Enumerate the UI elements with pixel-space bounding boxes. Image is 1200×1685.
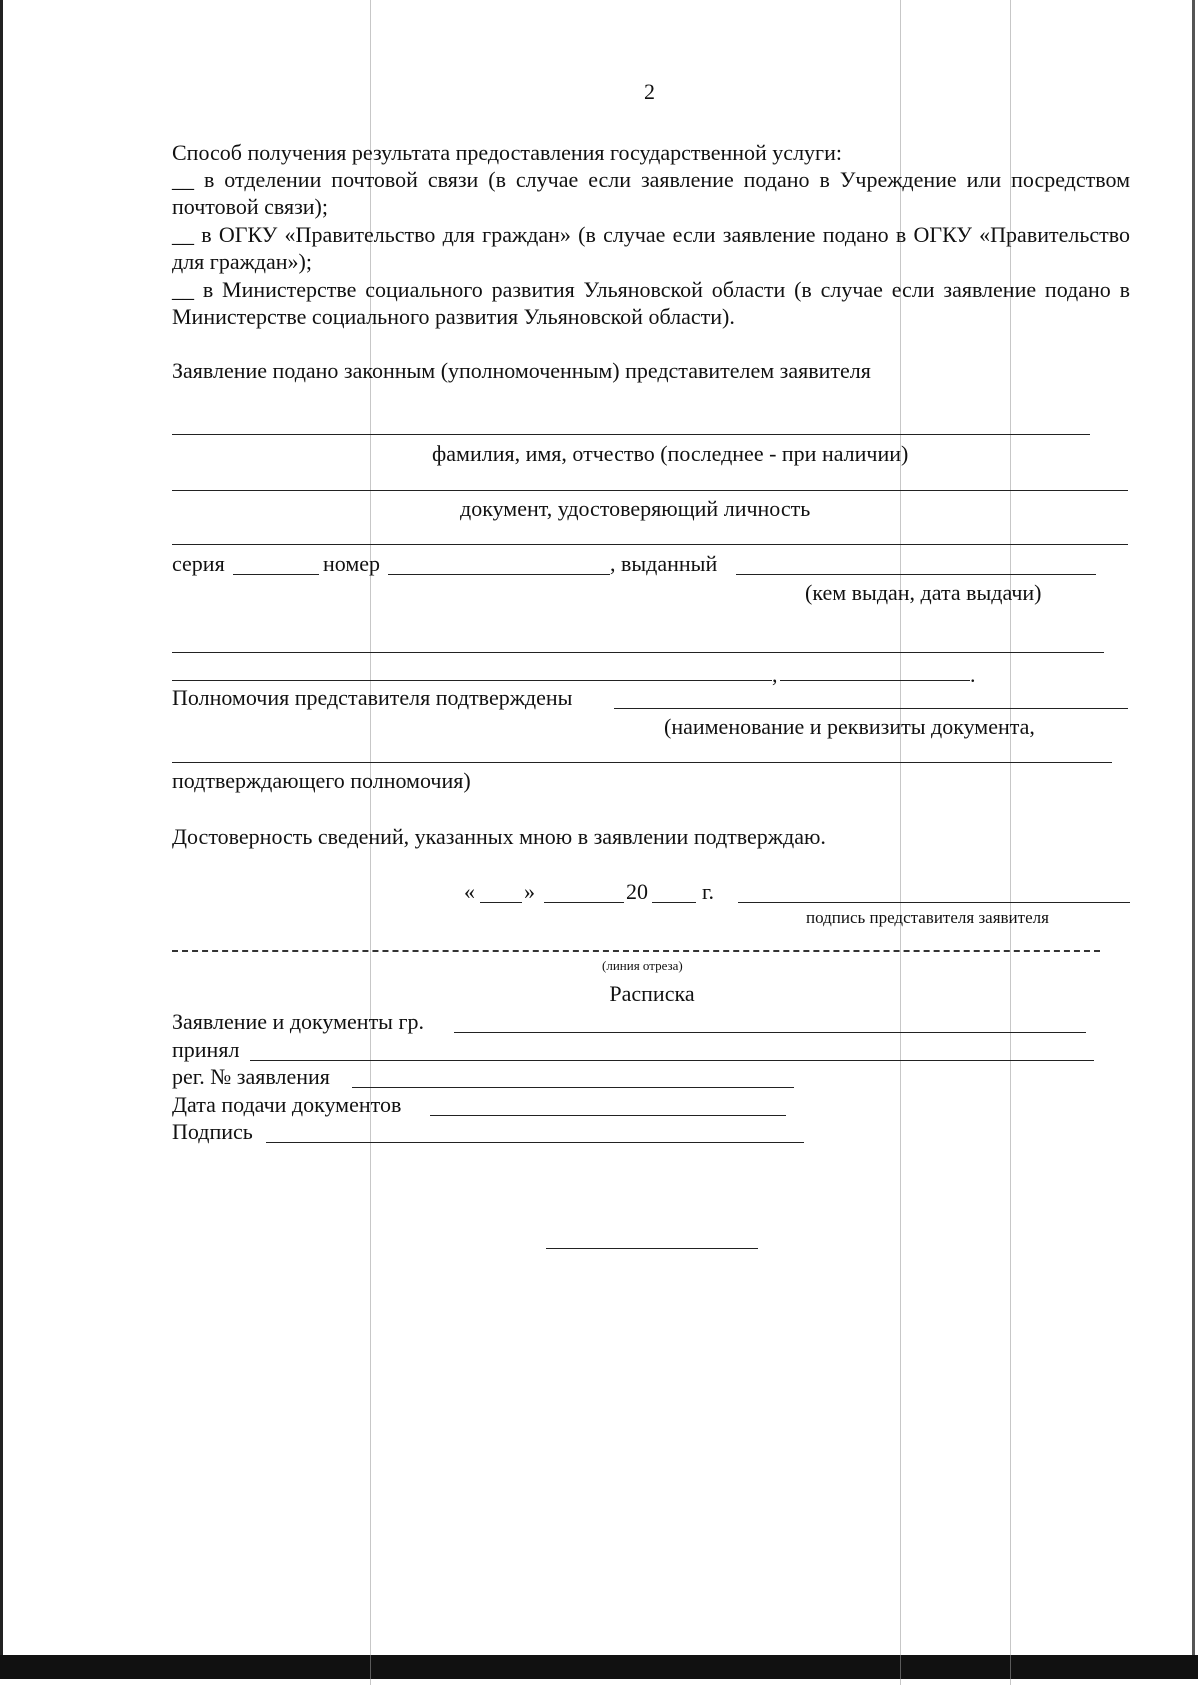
receipt-reg-field-line[interactable]	[352, 1087, 794, 1088]
receipt-signature-field-line[interactable]	[266, 1142, 804, 1143]
issued-caption: (кем выдан, дата выдачи)	[805, 580, 1042, 605]
scan-bottom-border	[0, 1655, 1198, 1679]
receipt-reg-label: рег. № заявления	[172, 1064, 330, 1089]
identity-doc-caption: документ, удостоверяющий личность	[460, 496, 811, 521]
quote-close: »	[524, 879, 535, 904]
issued-extra-line-2[interactable]	[172, 680, 772, 681]
scan-edge-left	[0, 0, 3, 1660]
issued-label: , выданный	[610, 551, 718, 576]
signature-caption: подпись представителя заявителя	[806, 908, 1049, 927]
period-mark: .	[970, 662, 976, 687]
receipt-accepted-field-line[interactable]	[250, 1060, 1094, 1061]
page-number: 2	[644, 79, 655, 104]
delivery-option-ministry: __ в Министерстве социального развития Ульяновской области (в случае если заявление подано в Министерстве социального развития Ульяновской области).	[172, 277, 1130, 329]
authority-caption: (наименование и реквизиты документа,	[664, 714, 1035, 739]
year-suffix: г.	[702, 879, 715, 904]
cut-line-caption: (линия отреза)	[602, 958, 683, 973]
receipt-docs-field-line[interactable]	[454, 1032, 1086, 1033]
scan-edge-right	[1192, 0, 1195, 1660]
comma-mark: ,	[772, 662, 778, 687]
issued-extra-line[interactable]	[172, 652, 1104, 653]
number-label: номер	[323, 551, 381, 576]
receipt-signature-label: Подпись	[172, 1119, 253, 1144]
delivery-heading: Способ получения результата предоставления государственной услуги:	[172, 140, 842, 165]
year-field-line[interactable]	[652, 902, 696, 903]
representative-heading: Заявление подано законным (уполномоченным) представителем заявителя	[172, 358, 871, 383]
fio-field-line[interactable]	[172, 434, 1090, 435]
quote-open: «	[464, 879, 475, 904]
signature-field-line[interactable]	[738, 902, 1130, 903]
identity-doc-extra-line[interactable]	[172, 544, 1128, 545]
authority-field-line[interactable]	[614, 708, 1128, 709]
receipt-docs-label: Заявление и документы гр.	[172, 1009, 424, 1034]
receipt-date-field-line[interactable]	[430, 1115, 786, 1116]
number-field-line[interactable]	[388, 574, 610, 575]
receipt-accepted-label: принял	[172, 1037, 240, 1062]
delivery-option-ogku: __ в ОГКУ «Правительство для граждан» (в случае если заявление подано в ОГКУ «Правительство для граждан»);	[172, 222, 1130, 274]
fio-caption: фамилия, имя, отчество (последнее - при наличии)	[432, 441, 909, 466]
delivery-option-post: __ в отделении почтовой связи (в случае если заявление подано в Учреждение или посредством почтовой связи);	[172, 167, 1130, 219]
year-prefix: 20	[626, 879, 648, 904]
receipt-date-label: Дата подачи документов	[172, 1092, 402, 1117]
issued-date-line[interactable]	[780, 680, 970, 681]
authority-label: Полномочия представителя подтверждены	[172, 685, 573, 710]
confirmation-text: Достоверность сведений, указанных мною в заявлении подтверждаю.	[172, 824, 826, 849]
receipt-title: Расписка	[609, 981, 695, 1006]
issued-field-line[interactable]	[736, 574, 1096, 575]
authority-caption-2: подтверждающего полномочия)	[172, 768, 471, 793]
month-field-line[interactable]	[544, 902, 624, 903]
authority-extra-line[interactable]	[172, 762, 1112, 763]
closing-separator-line	[546, 1248, 758, 1249]
day-field-line[interactable]	[480, 902, 522, 903]
series-field-line[interactable]	[233, 574, 319, 575]
series-label: серия	[172, 551, 225, 576]
identity-doc-field-line[interactable]	[172, 490, 1128, 491]
